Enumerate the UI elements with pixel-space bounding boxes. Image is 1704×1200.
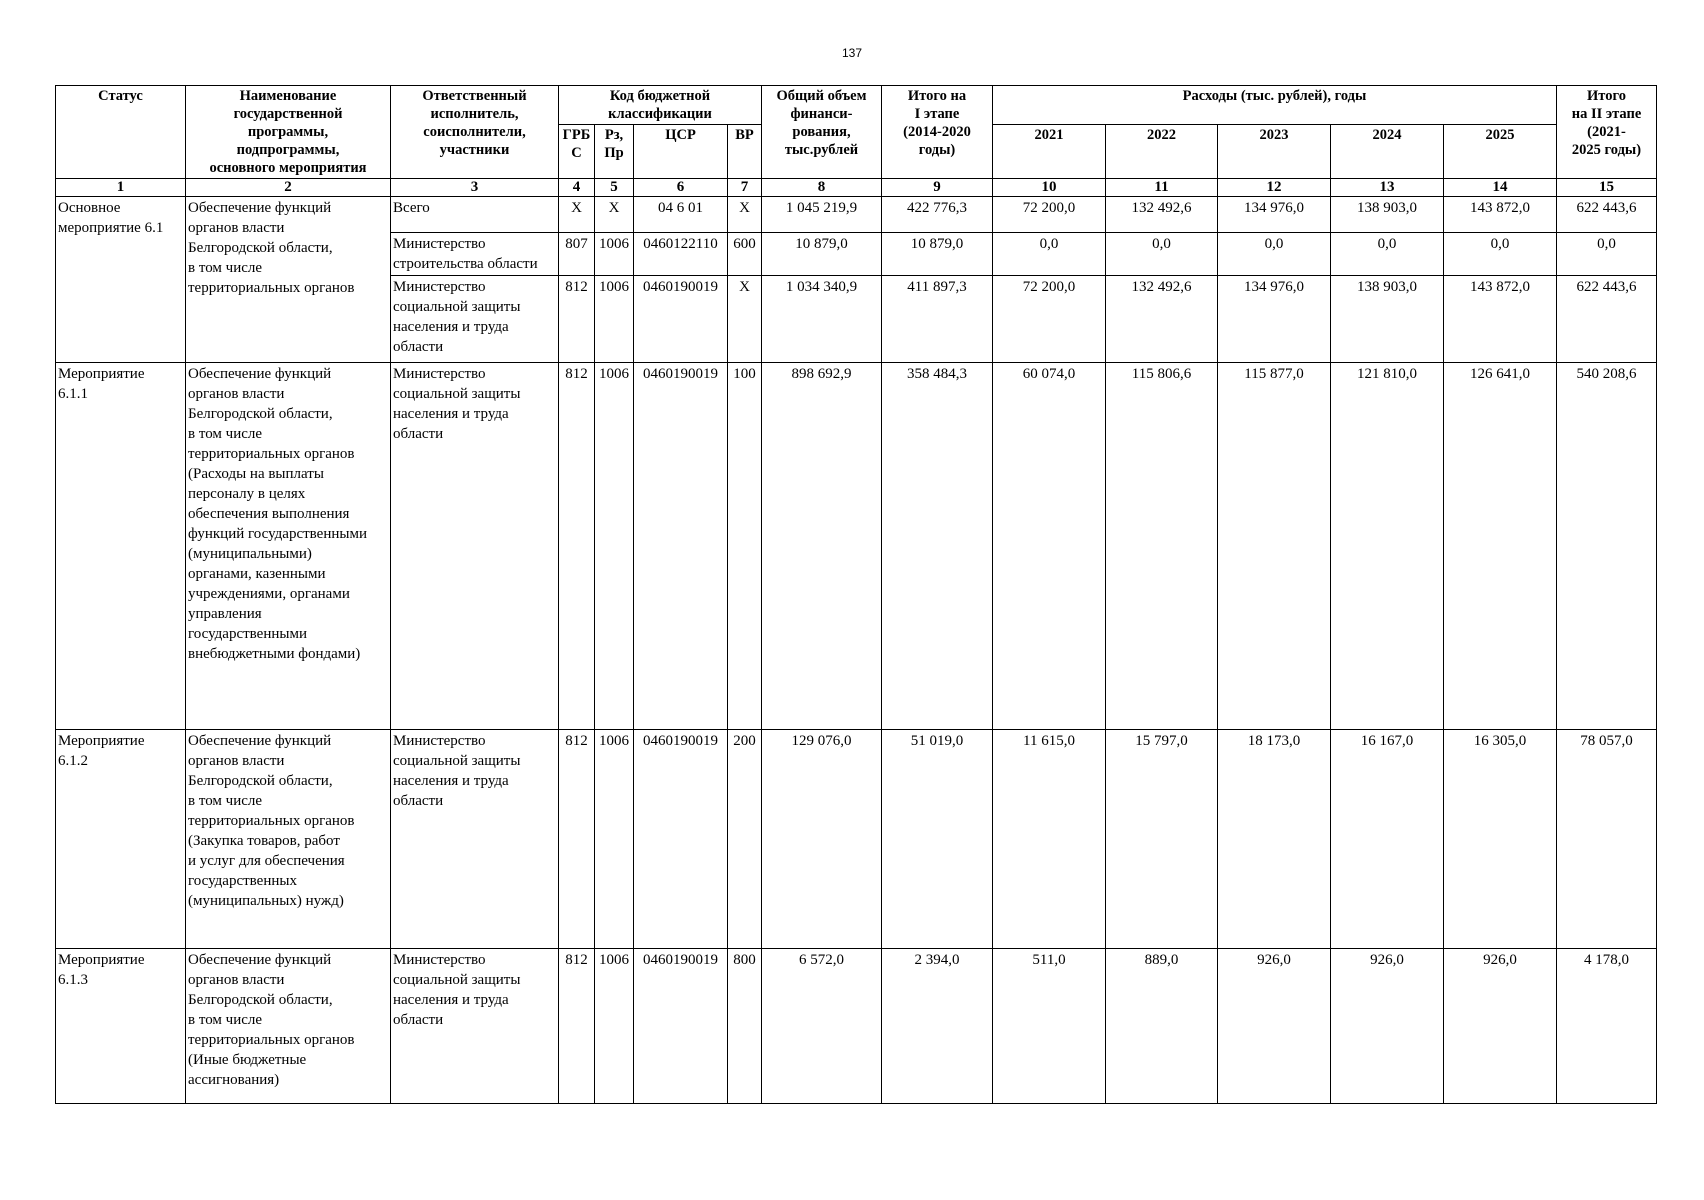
year-2022-cell: 132 492,6 xyxy=(1106,197,1218,233)
stage2-cell: 78 057,0 xyxy=(1557,730,1657,949)
header-stage2: Итого на II этапе (2021- 2025 годы) xyxy=(1557,86,1657,179)
grbs-cell: Х xyxy=(559,197,595,233)
stage2-cell: 622 443,6 xyxy=(1557,276,1657,363)
year-2024-cell: 138 903,0 xyxy=(1331,276,1444,363)
year-2021-cell: 511,0 xyxy=(993,949,1106,1104)
year-2021-cell: 72 200,0 xyxy=(993,276,1106,363)
column-number: 1 xyxy=(56,179,186,197)
status-cell: Мероприятие 6.1.1 xyxy=(56,363,186,730)
grbs-cell: 812 xyxy=(559,363,595,730)
csr-cell: 0460190019 xyxy=(634,949,728,1104)
header-code-group: Код бюджетной классификации xyxy=(559,86,762,125)
executor-cell: Всего xyxy=(391,197,559,233)
column-number: 12 xyxy=(1218,179,1331,197)
header-2022: 2022 xyxy=(1106,125,1218,179)
header-stage1: Итого на I этапе (2014-2020 годы) xyxy=(882,86,993,179)
stage1-cell: 358 484,3 xyxy=(882,363,993,730)
year-2024-cell: 0,0 xyxy=(1331,233,1444,276)
year-2022-cell: 132 492,6 xyxy=(1106,276,1218,363)
executor-cell: Министерство социальной защиты населения и труда области xyxy=(391,949,559,1104)
header-total: Общий объем финанси- рования, тыс.рублей xyxy=(762,86,882,179)
column-number: 8 xyxy=(762,179,882,197)
year-2025-cell: 143 872,0 xyxy=(1444,197,1557,233)
year-2023-cell: 134 976,0 xyxy=(1218,276,1331,363)
header-2025: 2025 xyxy=(1444,125,1557,179)
name-cell: Обеспечение функций органов власти Белгородской области, в том числе территориальных органов (Расходы на выплаты персоналу в целях обеспечения выполнения функций государственными (муниципальными) органами, казенными учреждениями, органами управления государственными внебюджетными фондами) xyxy=(186,363,391,730)
column-number-row xyxy=(56,179,1657,197)
stage2-cell: 622 443,6 xyxy=(1557,197,1657,233)
budget-table xyxy=(55,85,1657,1104)
column-number: 13 xyxy=(1331,179,1444,197)
stage1-cell: 411 897,3 xyxy=(882,276,993,363)
rzpr-cell: 1006 xyxy=(595,949,634,1104)
table-row xyxy=(56,197,1657,233)
column-number: 10 xyxy=(993,179,1106,197)
csr-cell: 0460190019 xyxy=(634,276,728,363)
column-number: 6 xyxy=(634,179,728,197)
year-2025-cell: 143 872,0 xyxy=(1444,276,1557,363)
table-row xyxy=(56,949,1657,1104)
vr-cell: 600 xyxy=(728,233,762,276)
total-cell: 1 045 219,9 xyxy=(762,197,882,233)
total-cell: 6 572,0 xyxy=(762,949,882,1104)
csr-cell: 04 6 01 xyxy=(634,197,728,233)
executor-cell: Министерство социальной защиты населения и труда области xyxy=(391,730,559,949)
executor-cell: Министерство строительства области xyxy=(391,233,559,276)
header-rzpr: Рз, Пр xyxy=(595,125,634,179)
year-2022-cell: 0,0 xyxy=(1106,233,1218,276)
column-number: 15 xyxy=(1557,179,1657,197)
year-2024-cell: 138 903,0 xyxy=(1331,197,1444,233)
page-number: 137 xyxy=(841,46,863,60)
vr-cell: 800 xyxy=(728,949,762,1104)
year-2024-cell: 121 810,0 xyxy=(1331,363,1444,730)
year-2022-cell: 115 806,6 xyxy=(1106,363,1218,730)
rzpr-cell: 1006 xyxy=(595,730,634,949)
table-row xyxy=(56,730,1657,949)
year-2023-cell: 926,0 xyxy=(1218,949,1331,1104)
total-cell: 10 879,0 xyxy=(762,233,882,276)
stage1-cell: 51 019,0 xyxy=(882,730,993,949)
year-2023-cell: 0,0 xyxy=(1218,233,1331,276)
year-2023-cell: 115 877,0 xyxy=(1218,363,1331,730)
vr-cell: Х xyxy=(728,276,762,363)
header-expenses: Расходы (тыс. рублей), годы xyxy=(993,86,1557,125)
table-row xyxy=(56,363,1657,730)
csr-cell: 0460190019 xyxy=(634,730,728,949)
column-number: 4 xyxy=(559,179,595,197)
year-2024-cell: 16 167,0 xyxy=(1331,730,1444,949)
column-number: 7 xyxy=(728,179,762,197)
rzpr-cell: 1006 xyxy=(595,276,634,363)
stage1-cell: 422 776,3 xyxy=(882,197,993,233)
year-2024-cell: 926,0 xyxy=(1331,949,1444,1104)
name-cell: Обеспечение функций органов власти Белгородской области, в том числе территориальных органов xyxy=(186,197,391,363)
year-2023-cell: 134 976,0 xyxy=(1218,197,1331,233)
name-cell: Обеспечение функций органов власти Белгородской области, в том числе территориальных органов (Иные бюджетные ассигнования) xyxy=(186,949,391,1104)
stage2-cell: 540 208,6 xyxy=(1557,363,1657,730)
total-cell: 129 076,0 xyxy=(762,730,882,949)
header-row-1 xyxy=(56,86,1657,125)
csr-cell: 0460122110 xyxy=(634,233,728,276)
name-cell: Обеспечение функций органов власти Белгородской области, в том числе территориальных органов (Закупка товаров, работ и услуг для обеспечения государственных (муниципальных) нужд) xyxy=(186,730,391,949)
year-2023-cell: 18 173,0 xyxy=(1218,730,1331,949)
header-2021: 2021 xyxy=(993,125,1106,179)
stage2-cell: 4 178,0 xyxy=(1557,949,1657,1104)
total-cell: 1 034 340,9 xyxy=(762,276,882,363)
status-cell: Мероприятие 6.1.2 xyxy=(56,730,186,949)
column-number: 11 xyxy=(1106,179,1218,197)
column-number: 14 xyxy=(1444,179,1557,197)
grbs-cell: 812 xyxy=(559,949,595,1104)
year-2021-cell: 72 200,0 xyxy=(993,197,1106,233)
status-cell: Основное мероприятие 6.1 xyxy=(56,197,186,363)
csr-cell: 0460190019 xyxy=(634,363,728,730)
year-2025-cell: 0,0 xyxy=(1444,233,1557,276)
rzpr-cell: 1006 xyxy=(595,233,634,276)
rzpr-cell: Х xyxy=(595,197,634,233)
executor-cell: Министерство социальной защиты населения и труда области xyxy=(391,363,559,730)
header-name: Наименование государственной программы, подпрограммы, основного мероприятия xyxy=(186,86,391,179)
executor-cell: Министерство социальной защиты населения и труда области xyxy=(391,276,559,363)
rzpr-cell: 1006 xyxy=(595,363,634,730)
column-number: 2 xyxy=(186,179,391,197)
header-status: Статус xyxy=(56,86,186,179)
stage1-cell: 10 879,0 xyxy=(882,233,993,276)
year-2021-cell: 11 615,0 xyxy=(993,730,1106,949)
total-cell: 898 692,9 xyxy=(762,363,882,730)
stage1-cell: 2 394,0 xyxy=(882,949,993,1104)
year-2025-cell: 926,0 xyxy=(1444,949,1557,1104)
header-executor: Ответственный исполнитель, соисполнители, участники xyxy=(391,86,559,179)
column-number: 5 xyxy=(595,179,634,197)
grbs-cell: 807 xyxy=(559,233,595,276)
header-grbs: ГРБ С xyxy=(559,125,595,179)
year-2025-cell: 126 641,0 xyxy=(1444,363,1557,730)
year-2022-cell: 889,0 xyxy=(1106,949,1218,1104)
column-number: 3 xyxy=(391,179,559,197)
vr-cell: Х xyxy=(728,197,762,233)
header-2024: 2024 xyxy=(1331,125,1444,179)
year-2025-cell: 16 305,0 xyxy=(1444,730,1557,949)
grbs-cell: 812 xyxy=(559,276,595,363)
grbs-cell: 812 xyxy=(559,730,595,949)
year-2021-cell: 60 074,0 xyxy=(993,363,1106,730)
status-cell: Мероприятие 6.1.3 xyxy=(56,949,186,1104)
year-2022-cell: 15 797,0 xyxy=(1106,730,1218,949)
header-csr: ЦСР xyxy=(634,125,728,179)
stage2-cell: 0,0 xyxy=(1557,233,1657,276)
header-vr: ВР xyxy=(728,125,762,179)
vr-cell: 200 xyxy=(728,730,762,949)
vr-cell: 100 xyxy=(728,363,762,730)
column-number: 9 xyxy=(882,179,993,197)
year-2021-cell: 0,0 xyxy=(993,233,1106,276)
header-2023: 2023 xyxy=(1218,125,1331,179)
